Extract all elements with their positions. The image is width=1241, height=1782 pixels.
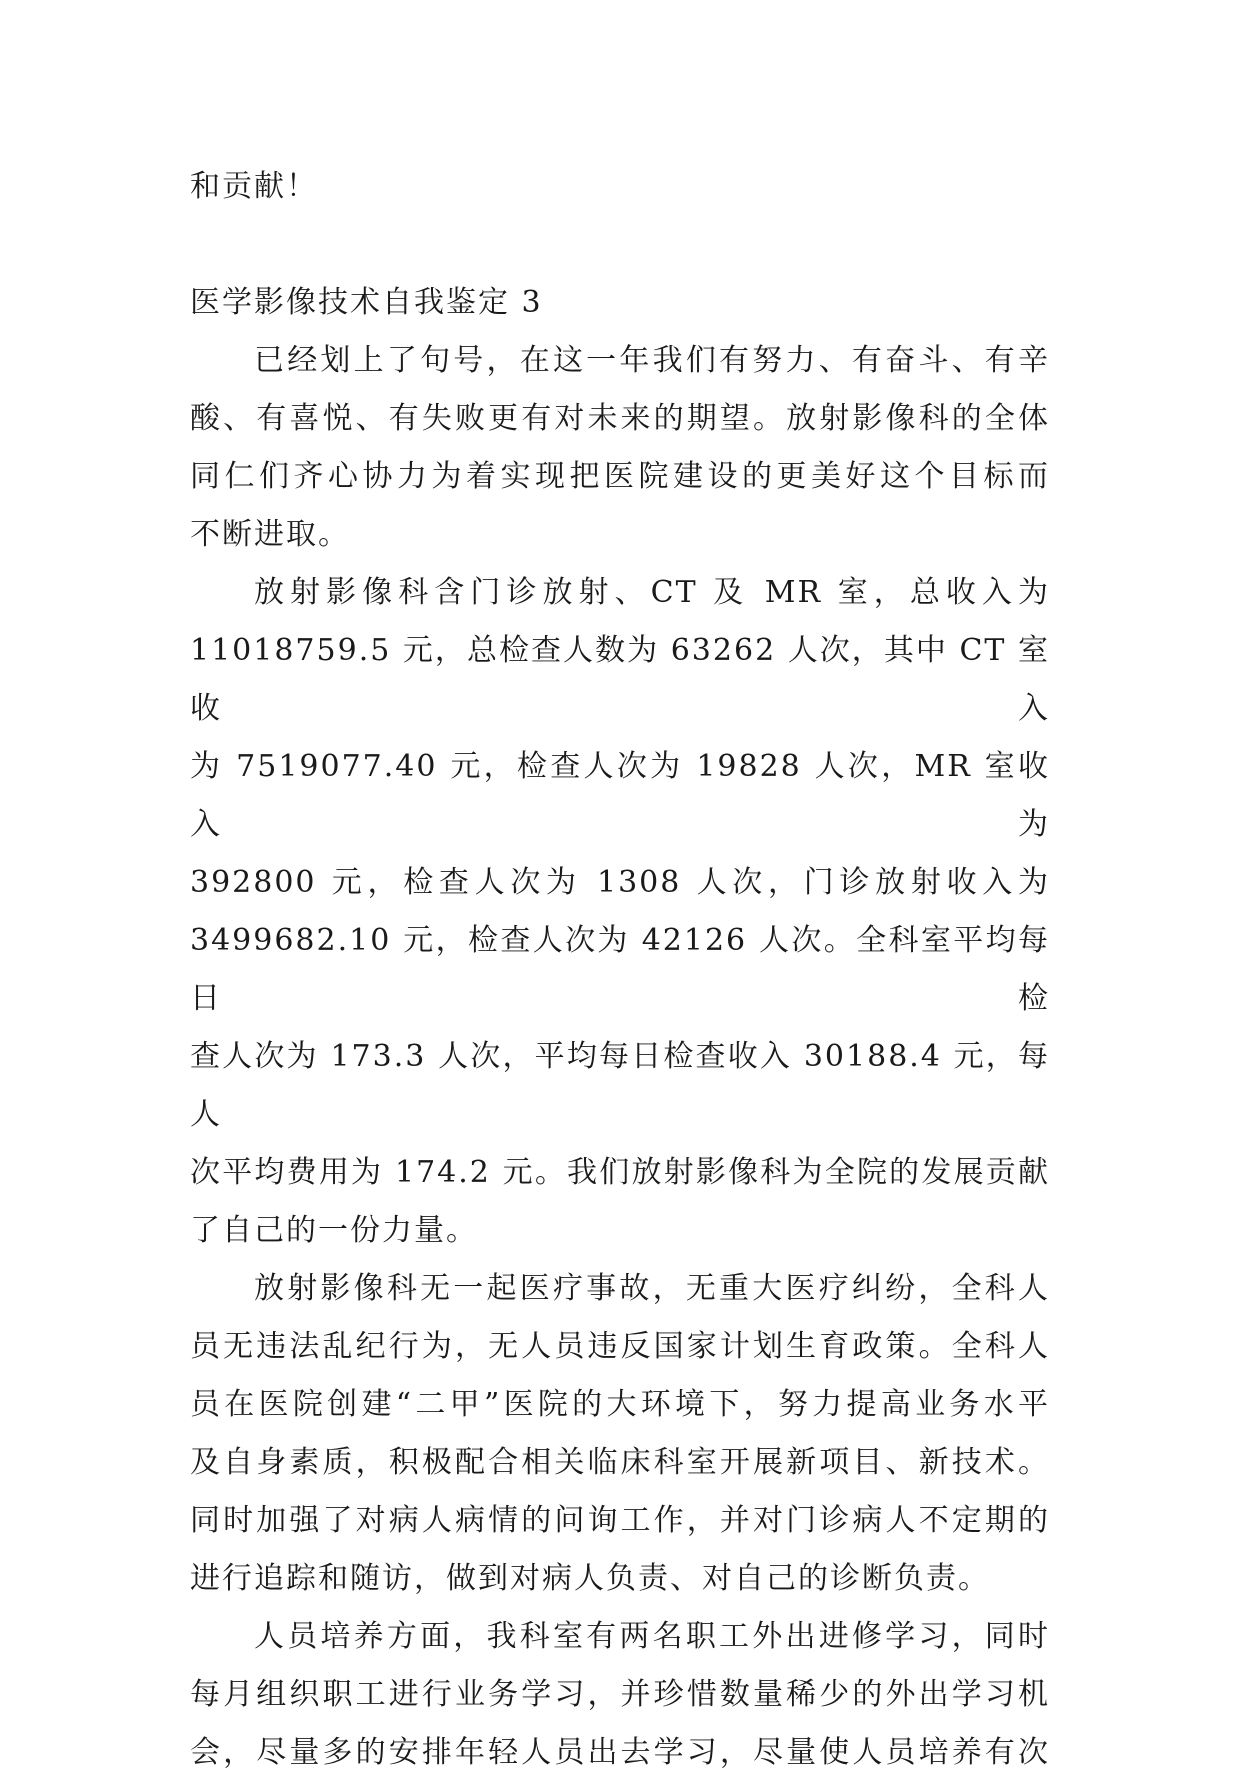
paragraph-line: 放射影像科无一起医疗事故，无重大医疗纠纷，全科人 bbox=[254, 1271, 1050, 1306]
paragraph-line: 11018759.5 元，总检查人数为 63262 人次，其中 CT 室收入 bbox=[190, 633, 1050, 726]
paragraph-line: 员无违法乱纪行为，无人员违反国家计划生育政策。全科人 bbox=[190, 1329, 1050, 1364]
document-body bbox=[190, 158, 1050, 1782]
section-title: 医学影像技术自我鉴定 3 bbox=[190, 285, 543, 320]
paragraph bbox=[190, 1260, 1050, 1608]
paragraph-line: 每月组织职工进行业务学习，并珍惜数量稀少的外出学习机 bbox=[190, 1677, 1050, 1712]
paragraph-line: 392800 元，检查人次为 1308 人次，门诊放射收入为 bbox=[190, 865, 1050, 900]
paragraph-line: 人员培养方面，我科室有两名职工外出进修学习，同时 bbox=[254, 1619, 1050, 1654]
paragraph-line: 已经划上了句号，在这一年我们有努力、有奋斗、有辛 bbox=[254, 343, 1050, 378]
paragraph-line: 查人次为 173.3 人次，平均每日检查收入 30188.4 元，每人 bbox=[190, 1039, 1050, 1132]
paragraph-line: 不断进取。 bbox=[190, 517, 350, 552]
paragraph-line: 次平均费用为 174.2 元。我们放射影像科为全院的发展贡献 bbox=[190, 1155, 1050, 1190]
paragraph bbox=[190, 1608, 1050, 1782]
paragraph-line: 3499682.10 元，检查人次为 42126 人次。全科室平均每日检 bbox=[190, 923, 1050, 1016]
paragraph-line: 进行追踪和随访，做到对病人负责、对自己的诊断负责。 bbox=[190, 1561, 990, 1596]
paragraph-line: 及自身素质，积极配合相关临床科室开展新项目、新技术。 bbox=[190, 1445, 1050, 1480]
paragraph-line: 放射影像科含门诊放射、CT 及 MR 室，总收入为 bbox=[254, 575, 1050, 610]
paragraph-line: 员在医院创建“二甲”医院的大环境下，努力提高业务水平 bbox=[190, 1387, 1050, 1422]
paragraph-line: 会，尽量多的安排年轻人员出去学习，尽量使人员培养有次 bbox=[190, 1735, 1050, 1770]
paragraph-line: 同仁们齐心协力为着实现把医院建设的更美好这个目标而 bbox=[190, 459, 1050, 494]
paragraph bbox=[190, 564, 1050, 1260]
paragraph-line: 酸、有喜悦、有失败更有对未来的期望。放射影像科的全体 bbox=[190, 401, 1050, 436]
paragraph bbox=[190, 332, 1050, 564]
closing-line: 和贡献！ bbox=[190, 169, 318, 204]
paragraph-line: 了自己的一份力量。 bbox=[190, 1213, 478, 1248]
paragraph-line: 为 7519077.40 元，检查人次为 19828 人次，MR 室收入为 bbox=[190, 749, 1050, 842]
paragraph-line: 同时加强了对病人病情的问询工作，并对门诊病人不定期的 bbox=[190, 1503, 1050, 1538]
